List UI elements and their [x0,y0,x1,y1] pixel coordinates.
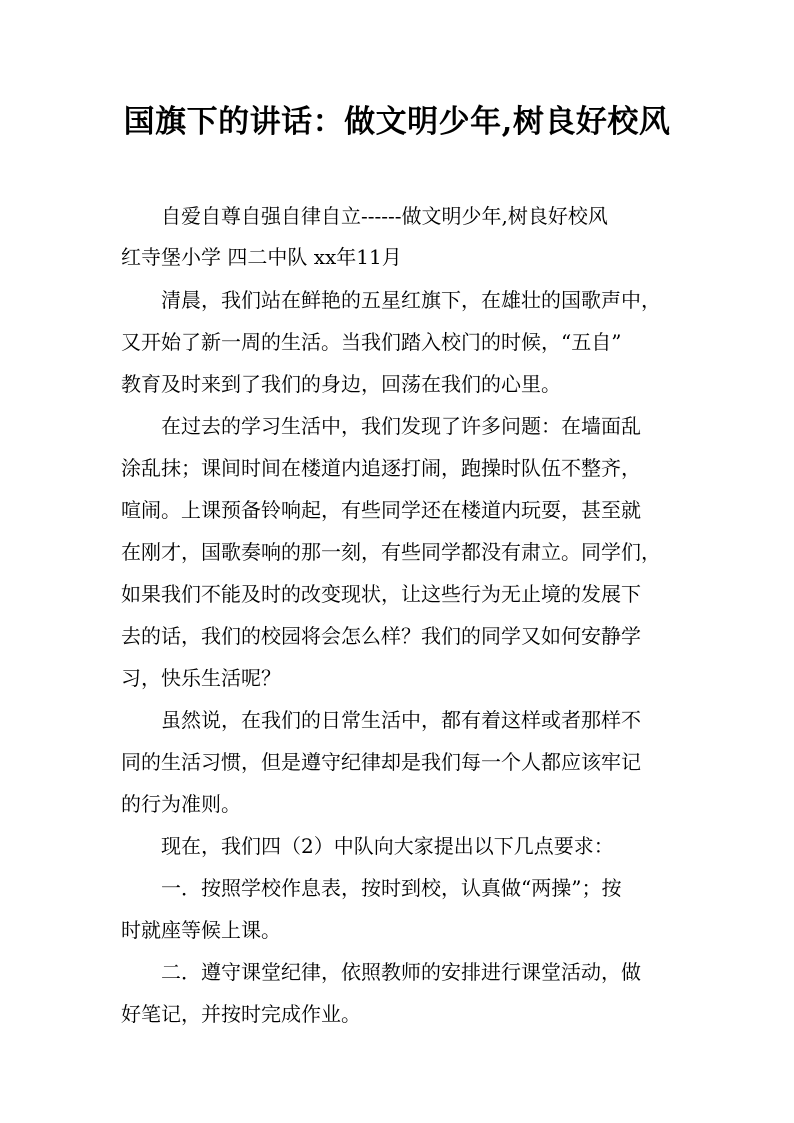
paragraph-line: 去的话，我们的校园将会怎么样？我们的同学又如何安静学 [121,624,641,648]
list-item: 一．按照学校作息表，按时到校，认真做“两操”；按 [161,876,622,900]
paragraph-line: 如果我们不能及时的改变现状，让这些行为无止境的发展下 [121,582,641,606]
paragraph-line: 现在，我们四（2）中队向大家提出以下几点要求： [161,834,614,858]
paragraph-line: 喧闹。上课预备铃响起，有些同学还在楼道内玩耍，甚至就 [121,498,641,522]
paragraph-line: 在刚才，国歌奏响的那一刻，有些同学都没有肃立。同学们， [121,540,661,564]
subtitle-line: 自爱自尊自强自律自立------做文明少年,树良好校风 [161,204,608,228]
author-line: 红寺堡小学 四二中队 xx年11月 [121,245,402,269]
list-item: 二．遵守课堂纪律，依照教师的安排进行课堂活动，做 [161,960,641,984]
document-title: 国旗下的讲话：做文明少年,树良好校风 [123,104,671,140]
paragraph-line: 习，快乐生活呢？ [121,666,281,690]
paragraph-line: 涂乱抹；课间时间在楼道内追逐打闹，跑操时队伍不整齐， [121,456,641,480]
list-item-continuation: 好笔记，并按时完成作业。 [121,1002,361,1026]
paragraph-line: 教育及时来到了我们的身边，回荡在我们的心里。 [121,372,561,396]
paragraph-line: 清晨，我们站在鲜艳的五星红旗下，在雄壮的国歌声中， [161,288,661,312]
paragraph-line: 在过去的学习生活中，我们发现了许多问题：在墙面乱 [161,414,641,438]
paragraph-line: 又开始了新一周的生活。当我们踏入校门的时候，“五自” [121,330,622,354]
list-item-continuation: 时就座等候上课。 [121,918,281,942]
paragraph-line: 同的生活习惯，但是遵守纪律却是我们每一个人都应该牢记 [121,750,641,774]
paragraph-line: 虽然说，在我们的日常生活中，都有着这样或者那样不 [161,708,641,732]
paragraph-line: 的行为准则。 [121,792,241,816]
